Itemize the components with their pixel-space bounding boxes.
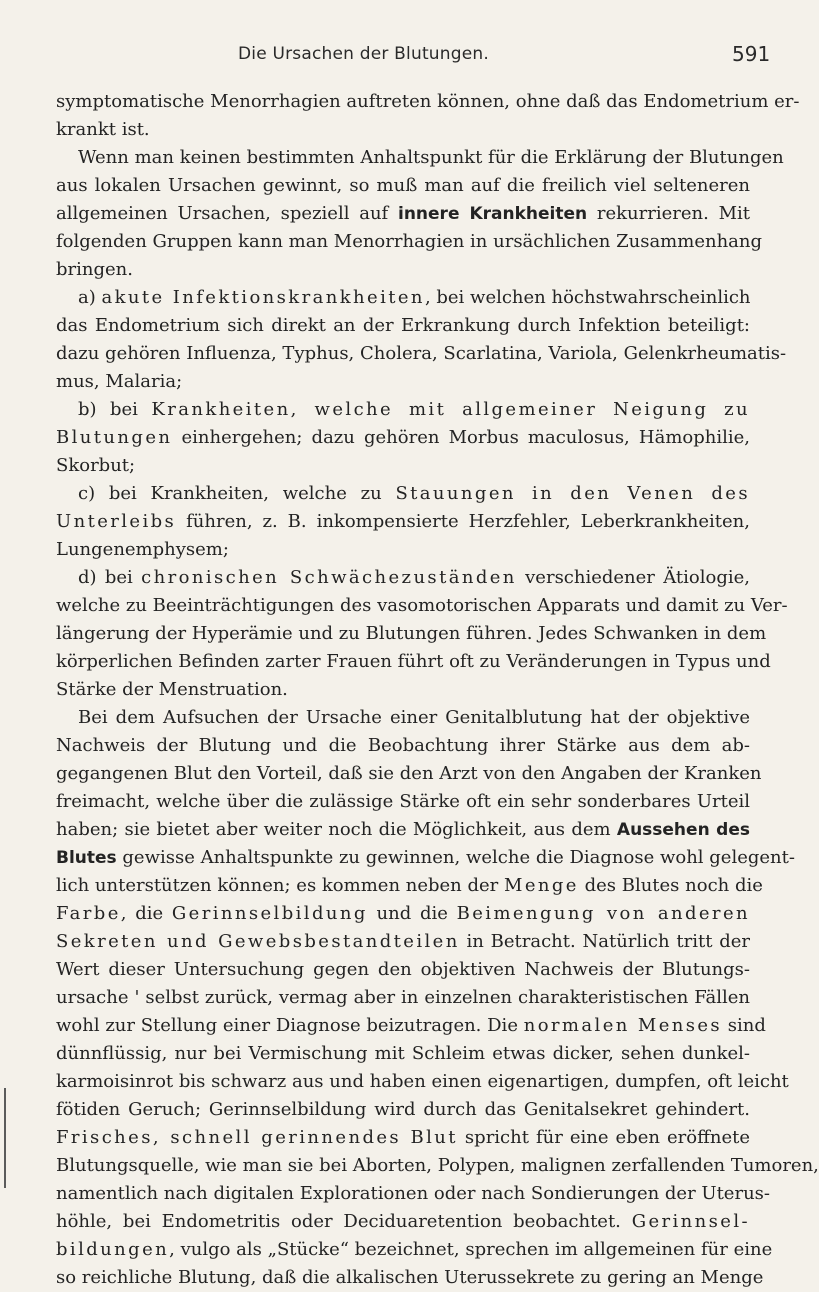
text-run: des Blutes noch die <box>578 875 763 896</box>
spaced-term: normalen Menses <box>523 1015 723 1036</box>
text-line: welche zu Beeinträchtigungen des vasomotorischen Apparats und damit zu Ver- <box>56 595 788 616</box>
text-line: Skorbut; <box>56 455 136 476</box>
spaced-term: chronischen Schwächezuständen <box>141 567 517 588</box>
text-run: sind <box>722 1015 766 1036</box>
text-line: bringen. <box>56 259 133 280</box>
text-run: haben; sie bietet aber weiter noch die Möglichkeit, aus dem <box>56 819 617 840</box>
spaced-term: Krankheiten, welche mit allgemeiner Neigung zu <box>151 399 750 420</box>
text-run: allgemeinen Ursachen, speziell auf <box>56 203 398 224</box>
text-line <box>56 1124 750 1152</box>
text-line: Blutungsquelle, wie man sie bei Aborten, Polypen, malignen zerfallenden Tumoren, <box>56 1155 819 1176</box>
page-number: 591 <box>732 42 771 66</box>
text-line <box>56 900 750 928</box>
bold-term: Aussehen des <box>616 820 750 840</box>
text-line: aus lokalen Ursachen gewinnt, so muß man auf die freilich viel selteneren <box>56 175 750 196</box>
text-line: Wenn man keinen bestimmten Anhaltspunkt für die Erklärung der Blutungen <box>78 147 784 168</box>
text-line: symptomatische Menorrhagien auftreten können, ohne daß das Endometrium er- <box>56 91 800 112</box>
text-line <box>56 424 750 452</box>
spaced-term: Frisches, schnell gerinnendes Blut <box>56 1127 458 1148</box>
spaced-term: bildungen <box>56 1239 170 1260</box>
text-line: Wert dieser Untersuchung gegen den objektiven Nachweis der Blutungs- <box>56 959 750 980</box>
text-line: Lungenemphysem; <box>56 539 229 560</box>
text-run: b) bei <box>78 399 152 420</box>
text-line <box>56 816 750 844</box>
spaced-term: Farbe <box>56 903 121 924</box>
text-line <box>56 1236 773 1264</box>
text-line: karmoisinrot bis schwarz aus und haben einen eigenartigen, dumpfen, oft leicht <box>56 1071 789 1092</box>
text-run: in Betracht. Natürlich tritt der <box>459 931 750 952</box>
text-line: folgenden Gruppen kann man Menorrhagien in ursächlichen Zusammenhang <box>56 231 763 252</box>
text-run: a) <box>78 287 102 308</box>
text-line: körperlichen Befinden zarter Frauen führt oft zu Veränderungen in Typus und <box>56 651 771 672</box>
text-run: und die <box>367 903 457 924</box>
bold-term: Blutes <box>56 848 117 868</box>
spaced-term: Beimengung von anderen <box>456 903 750 924</box>
text-line <box>56 284 750 312</box>
scan-edge-mark <box>4 1088 6 1188</box>
text-line: freimacht, welche über die zulässige Stärke oft ein sehr sonderbares Urteil <box>56 791 750 812</box>
running-head: Die Ursachen der Blutungen. <box>238 44 489 64</box>
text-line: namentlich nach digitalen Explorationen oder nach Sondierungen der Uterus- <box>56 1183 770 1204</box>
spaced-term: Stauungen in den Venen des <box>395 483 750 504</box>
text-line: dünnflüssig, nur bei Vermischung mit Schleim etwas dicker, sehen dunkel- <box>56 1043 750 1064</box>
text-line: das Endometrium sich direkt an der Erkrankung durch Infektion beteiligt: <box>56 315 750 336</box>
text-run: verschiedener Ätiologie, <box>516 567 750 588</box>
bold-term: innere Krankheiten <box>398 204 588 224</box>
text-line <box>56 872 763 900</box>
text-line: fötiden Geruch; Gerinnselbildung wird durch das Genitalsekret gehindert. <box>56 1099 750 1120</box>
text-run: höhle, bei Endometritis oder Deciduaretention beobachtet. <box>56 1211 632 1232</box>
spaced-term: Gerinnsel- <box>631 1211 750 1232</box>
body-text <box>56 88 819 1292</box>
text-run: wohl zur Stellung einer Diagnose beizutragen. Die <box>56 1015 524 1036</box>
spaced-term: Unterleibs <box>56 511 177 532</box>
text-run: , die <box>120 903 172 924</box>
text-line: mus, Malaria; <box>56 371 183 392</box>
text-run: lich unterstützen können; es kommen neben der <box>56 875 504 896</box>
text-line: dazu gehören Influenza, Typhus, Cholera, Scarlatina, Variola, Gelenkrheumatis- <box>56 343 787 364</box>
text-line <box>56 564 750 592</box>
text-run: d) bei <box>78 567 142 588</box>
text-line: längerung der Hyperämie und zu Blutungen führen. Jedes Schwanken in dem <box>56 623 767 644</box>
text-line <box>56 396 750 424</box>
text-line: gegangenen Blut den Vorteil, daß sie den Arzt von den Angaben der Kranken <box>56 763 762 784</box>
text-line: Bei dem Aufsuchen der Ursache einer Genitalblutung hat der objektive <box>78 707 750 728</box>
text-run: einhergehen; dazu gehören Morbus maculosus, Hämophilie, <box>172 427 750 448</box>
text-run: führen, z. B. inkompensierte Herzfehler, Leberkrankheiten, <box>176 511 750 532</box>
text-line: ursache ' selbst zurück, vermag aber in einzelnen charakteristischen Fällen <box>56 987 750 1008</box>
spaced-term: Sekreten und Gewebsbestandteilen <box>56 931 460 952</box>
spaced-term: Gerinnselbildung <box>171 903 368 924</box>
spaced-term: Menge <box>504 875 579 896</box>
text-line <box>56 480 750 508</box>
text-line: krankt ist. <box>56 119 150 140</box>
text-run: , vulgo als „Stücke“ bezeichnet, sprechen im allgemeinen für eine <box>169 1239 773 1260</box>
text-line <box>56 200 750 228</box>
spaced-term: akute Infektionskrankheiten <box>101 287 425 308</box>
text-line <box>56 928 750 956</box>
text-run: , bei welchen höchstwahrscheinlich <box>424 287 751 308</box>
text-line: so reichliche Blutung, daß die alkalischen Uterussekrete zu gering an Menge <box>56 1267 764 1288</box>
text-line <box>56 508 750 536</box>
spaced-term: Blutungen <box>56 427 173 448</box>
text-run: spricht für eine eben eröffnete <box>457 1127 750 1148</box>
text-line <box>56 1012 766 1040</box>
text-run: rekurrieren. Mit <box>587 203 751 224</box>
text-line <box>56 844 795 872</box>
text-line <box>56 1208 750 1236</box>
text-line: Stärke der Menstruation. <box>56 679 288 700</box>
text-line: Nachweis der Blutung und die Beobachtung ihrer Stärke aus dem ab- <box>56 735 750 756</box>
text-run: c) bei Krankheiten, welche zu <box>78 483 396 504</box>
text-run: gewisse Anhaltspunkte zu gewinnen, welche die Diagnose wohl gelegent- <box>116 847 795 868</box>
